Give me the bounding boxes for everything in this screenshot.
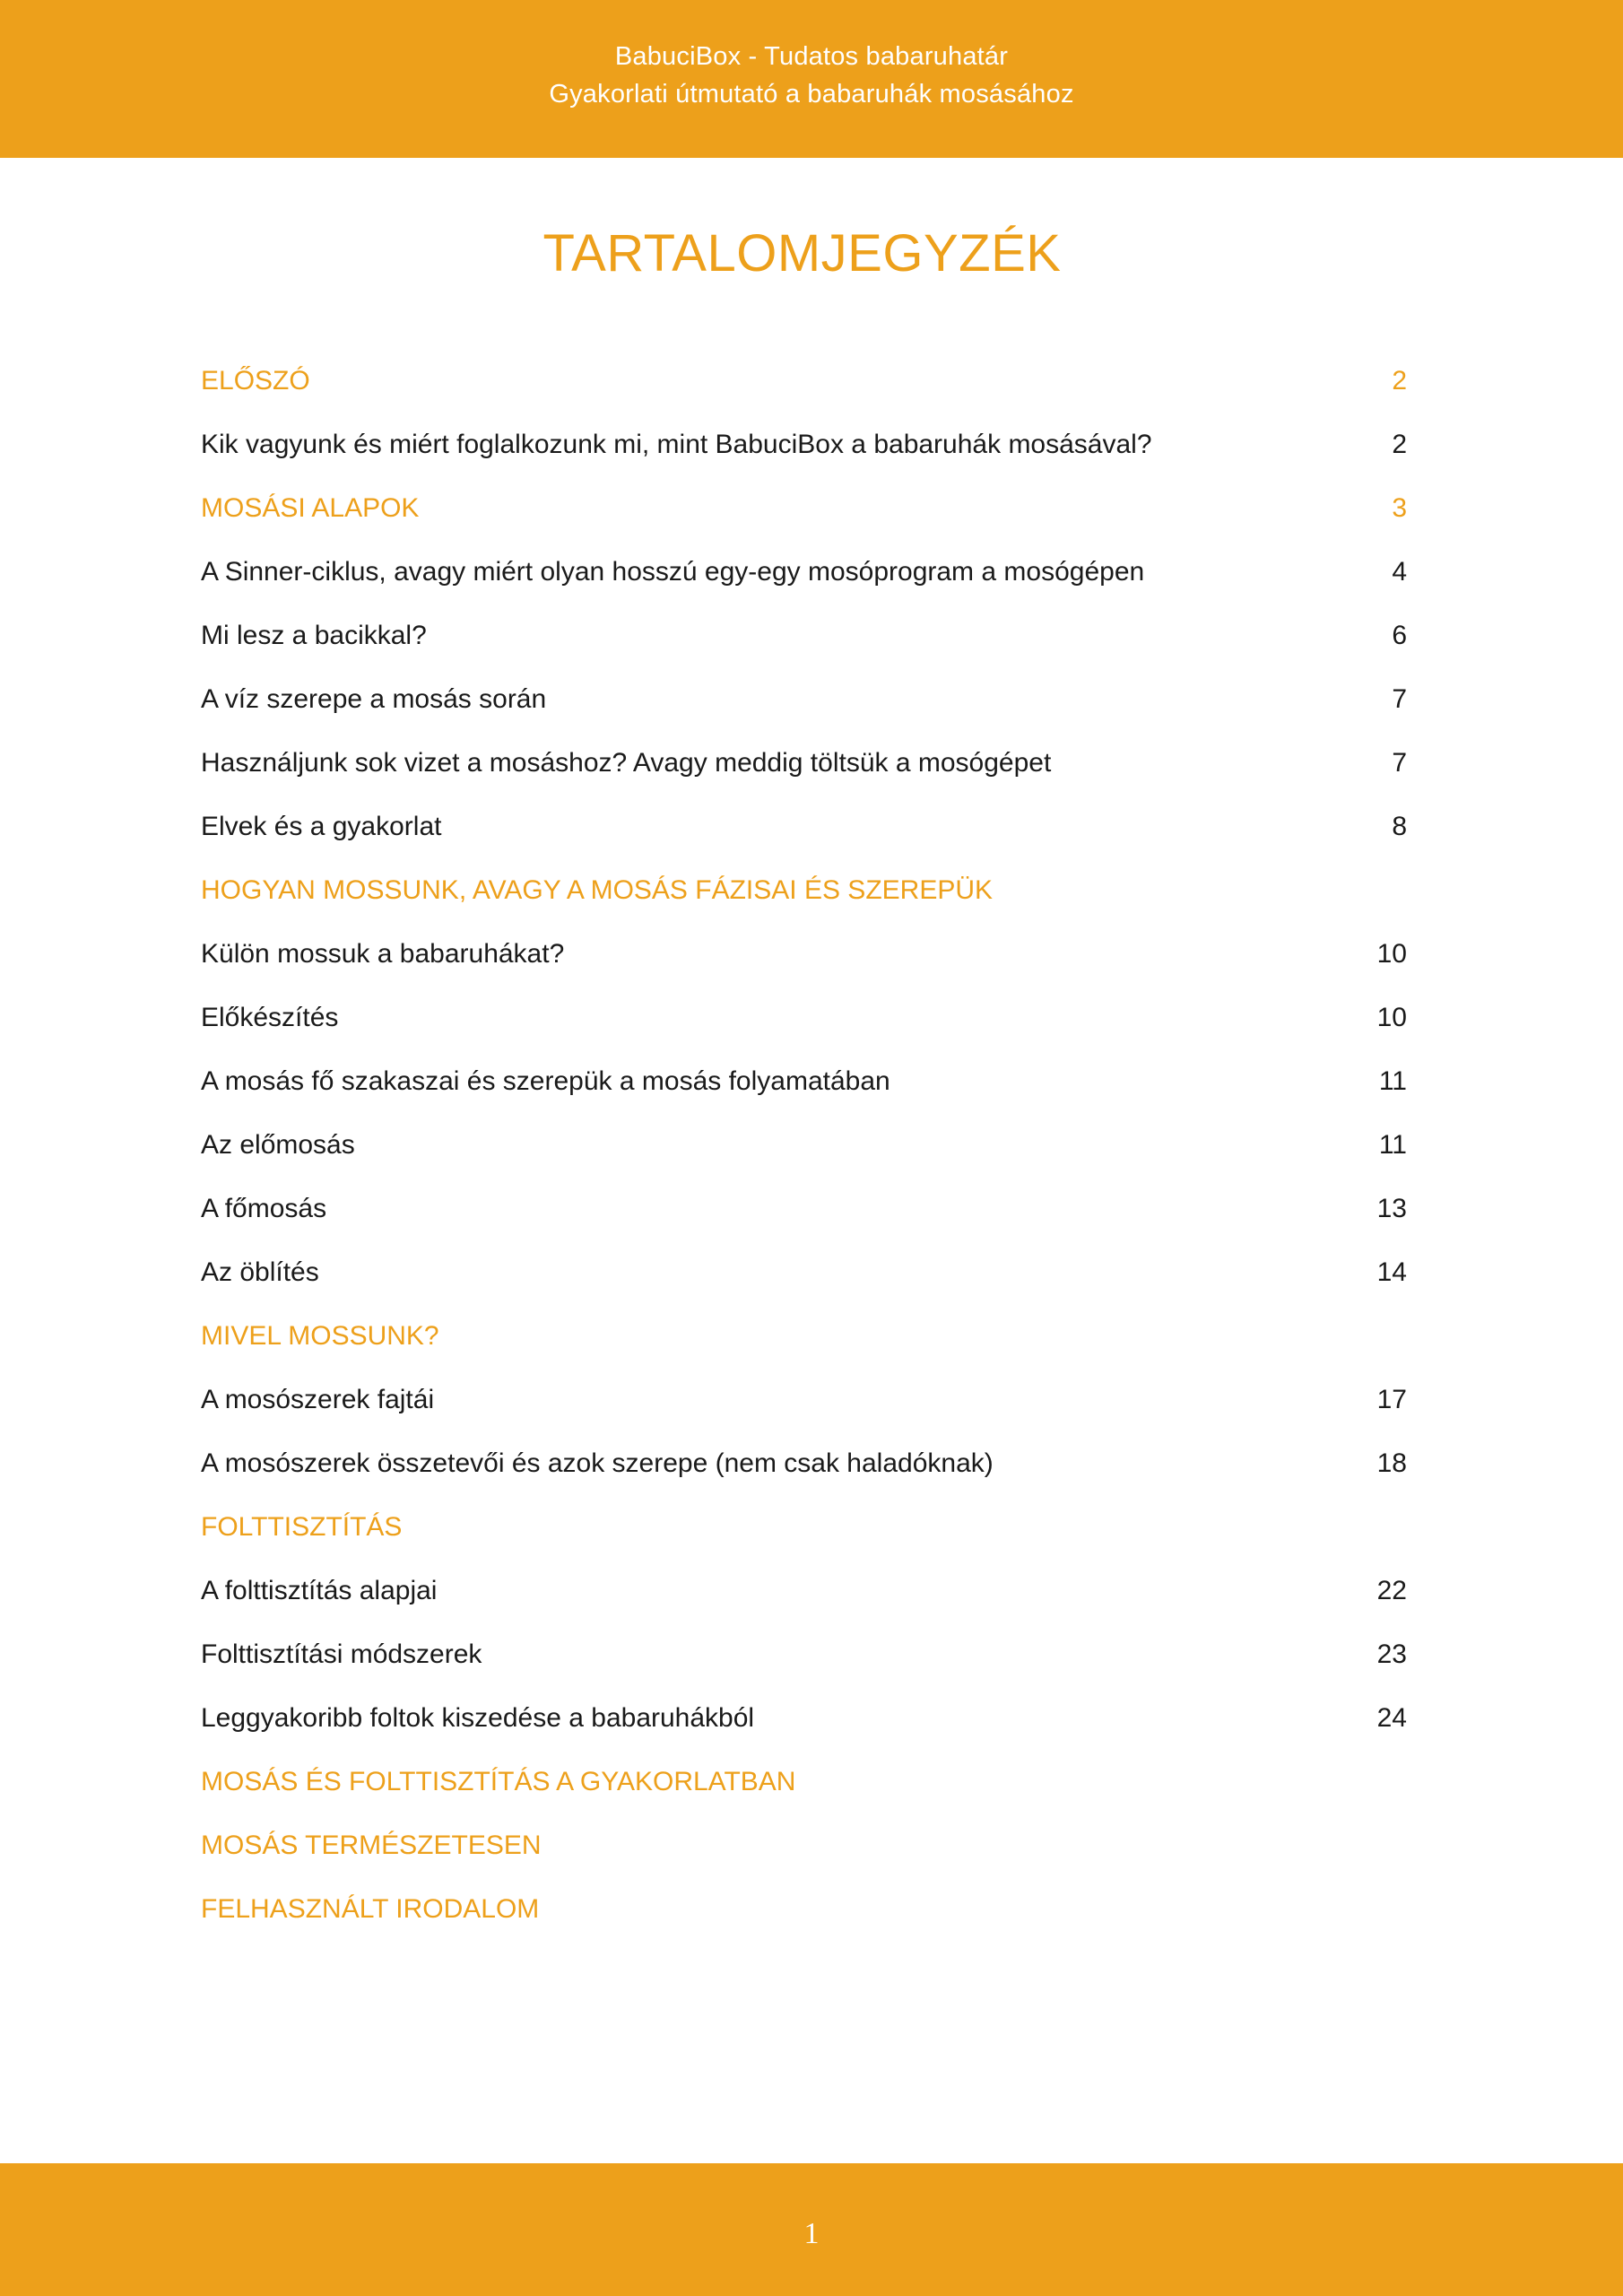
toc-entry-label: Mi lesz a bacikkal? [201,621,427,650]
toc-entry-label: Kik vagyunk és miért foglalkozunk mi, mint BabuciBox a babaruhák mosásával? [201,430,1152,459]
toc-entry[interactable] [201,806,1407,848]
toc-page-number: 14 [1376,1257,1407,1287]
toc-section-heading[interactable] [201,1316,1407,1357]
toc-entry[interactable] [201,679,1407,720]
toc-page-number: 7 [1392,684,1407,714]
toc-entry-label: Használjunk sok vizet a mosáshoz? Avagy meddig töltsük a mosógépet [201,748,1052,778]
toc-page-number: 11 [1378,1130,1407,1160]
toc-entry[interactable] [201,552,1407,593]
toc-section-label: FELHASZNÁLT IRODALOM [201,1894,540,1924]
toc-page-number: 24 [1376,1703,1407,1733]
toc-entry-label: Folttisztítási módszerek [201,1639,482,1669]
toc-section-heading[interactable] [201,1889,1407,1930]
toc-page-number: 10 [1376,1003,1407,1032]
toc-entry-label: A főmosás [201,1194,327,1223]
toc-section-heading[interactable] [201,870,1407,911]
toc-entry-label: A víz szerepe a mosás során [201,684,547,714]
toc-page-number: 2 [1392,430,1407,459]
toc-page-number: 4 [1392,557,1407,587]
toc-section-heading[interactable] [201,1507,1407,1548]
toc-section-label: MOSÁSI ALAPOK [201,493,420,523]
toc-entry-label: Leggyakoribb foltok kiszedése a babaruhákból [201,1703,755,1733]
toc-entry-label: A folttisztítás alapjai [201,1576,438,1605]
toc-entry[interactable] [201,1570,1407,1612]
toc-entry[interactable] [201,743,1407,784]
toc-page-number: 3 [1392,493,1407,523]
toc-page-number: 6 [1392,621,1407,650]
toc-entry-label: A Sinner-ciklus, avagy miért olyan hosszú egy-egy mosóprogram a mosógépen [201,557,1145,587]
page-header-band [0,0,1623,158]
toc-page-number: 7 [1392,748,1407,778]
toc-section-heading[interactable] [201,361,1407,402]
toc-section-label: HOGYAN MOSSUNK, AVAGY A MOSÁS FÁZISAI ÉS SZEREPÜK [201,875,994,905]
toc-entry[interactable] [201,997,1407,1039]
toc-entry-label: A mosás fő szakaszai és szerepük a mosás folyamatában [201,1066,890,1096]
toc-page-number: 11 [1378,1066,1407,1096]
toc-section-label: MOSÁS TERMÉSZETESEN [201,1831,542,1860]
toc-entry-label: Az előmosás [201,1130,355,1160]
toc-page-number: 2 [1392,366,1407,396]
toc-page-number: 17 [1376,1385,1407,1414]
toc-section-label: MIVEL MOSSUNK? [201,1321,439,1351]
header-title-line-1: BabuciBox - Tudatos babaruhatár [614,42,1009,71]
toc-entry-label: Elvek és a gyakorlat [201,812,442,841]
toc-page-number: 18 [1376,1448,1407,1478]
table-of-contents [201,361,1407,1930]
toc-entry[interactable] [201,934,1407,975]
toc-entry[interactable] [201,1125,1407,1166]
toc-entry[interactable] [201,1252,1407,1293]
toc-page-number: 10 [1376,939,1407,969]
toc-page-number: 13 [1376,1194,1407,1223]
page-content [201,158,1407,1952]
toc-entry[interactable] [201,1634,1407,1675]
toc-entry-label: A mosószerek fajtái [201,1385,435,1414]
toc-entry-label: A mosószerek összetevői és azok szerepe (nem csak haladóknak) [201,1448,994,1478]
toc-entry[interactable] [201,1188,1407,1230]
toc-entry[interactable] [201,424,1407,465]
toc-section-label: FOLTTISZTÍTÁS [201,1512,403,1542]
toc-entry-label: Az öblítés [201,1257,319,1287]
toc-section-heading[interactable] [201,1825,1407,1866]
toc-page-number: 23 [1376,1639,1407,1669]
header-title-line-2: Gyakorlati útmutató a babaruhák mosásához [549,80,1074,109]
toc-entry[interactable] [201,1061,1407,1102]
toc-entry[interactable] [201,615,1407,657]
toc-entry[interactable] [201,1443,1407,1484]
toc-entry-label: Külön mossuk a babaruhákat? [201,939,565,969]
toc-page-number: 8 [1392,812,1407,841]
toc-entry-label: Előkészítés [201,1003,339,1032]
toc-section-label: ELŐSZÓ [201,366,310,396]
footer-page-number: 1 [803,2217,820,2250]
toc-section-heading[interactable] [201,488,1407,529]
toc-section-label: MOSÁS ÉS FOLTTISZTÍTÁS A GYAKORLATBAN [201,1767,796,1796]
toc-section-heading[interactable] [201,1761,1407,1803]
page-footer-band [0,2163,1623,2296]
toc-entry[interactable] [201,1698,1407,1739]
toc-entry[interactable] [201,1379,1407,1421]
toc-page-number: 22 [1376,1576,1407,1605]
page-title: TARTALOMJEGYZÉK [542,224,1062,283]
